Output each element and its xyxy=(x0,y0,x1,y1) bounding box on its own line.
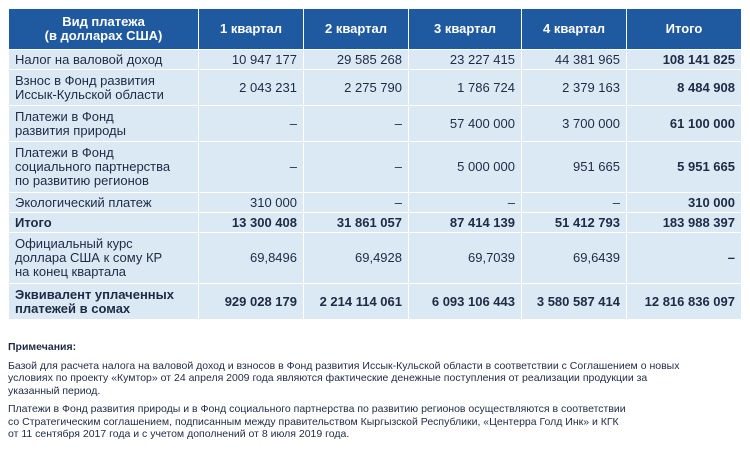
cell-q4: 44 381 965 xyxy=(522,50,627,70)
note-line: Базой для расчета налога на валовой доход и взносов в Фонд развития Иссык-Кульской области в соответствии с Соглашением о новых xyxy=(8,359,680,372)
row-label-line: Платежи в Фонд xyxy=(15,145,114,160)
header-q2: 2 квартал xyxy=(304,9,409,50)
cell-q3: 23 227 415 xyxy=(409,50,522,70)
row-label-line: Экологический платеж xyxy=(15,194,152,210)
cell-q1: 2 043 231 xyxy=(199,70,304,106)
table-body xyxy=(9,50,742,320)
cell-total: 12 816 836 097 xyxy=(627,284,742,320)
cell-q1: – xyxy=(199,142,304,193)
row-label-line: доллара США к сому КР xyxy=(15,250,163,265)
table-row-equivalent xyxy=(9,284,742,320)
cell-total: 183 988 397 xyxy=(627,213,742,233)
cell-q1: 10 947 177 xyxy=(199,50,304,70)
header-q1: 1 квартал xyxy=(199,9,304,50)
note-line: Платежи в Фонд развития природы и в Фонд социального партнерства по развитию регионов осуществляются в соответствии xyxy=(8,403,626,415)
table-row xyxy=(9,142,742,193)
cell-q1: 310 000 xyxy=(199,193,304,213)
row-label xyxy=(9,213,199,233)
row-label xyxy=(9,284,199,320)
notes xyxy=(8,341,743,447)
row-label-line: по развитию регионов xyxy=(15,173,149,188)
cell-q3: 57 400 000 xyxy=(409,106,522,142)
payments-table xyxy=(8,8,742,320)
cell-q4: 2 379 163 xyxy=(522,70,627,106)
row-label-line: Взнос в Фонд развития xyxy=(15,72,155,88)
cell-q3: 1 786 724 xyxy=(409,70,522,106)
cell-q3: 69,7039 xyxy=(409,233,522,284)
row-label-line: социального партнерства xyxy=(15,159,171,174)
table-row xyxy=(9,193,742,213)
row-label-line: развития природы xyxy=(15,122,126,138)
table-row-total xyxy=(9,213,742,233)
note-paragraph xyxy=(8,360,743,398)
cell-q2: – xyxy=(304,142,409,193)
row-label-line: Иссык-Кульской области xyxy=(15,86,164,102)
cell-total: 5 951 665 xyxy=(627,142,742,193)
cell-q1: 929 028 179 xyxy=(199,284,304,320)
cell-total: 108 141 825 xyxy=(627,50,742,70)
cell-total: 61 100 000 xyxy=(627,106,742,142)
note-line: указанный период. xyxy=(8,384,101,397)
row-label-line: Эквивалент уплаченных xyxy=(15,286,174,302)
row-label xyxy=(9,106,199,142)
cell-q3: 5 000 000 xyxy=(409,142,522,193)
row-label-line: Итого xyxy=(15,214,52,230)
cell-q2: – xyxy=(304,193,409,213)
table-row xyxy=(9,233,742,284)
cell-q1: 69,8496 xyxy=(199,233,304,284)
table-row xyxy=(9,106,742,142)
note-line: условиях по проекту «Кумтор» от 24 апреля 2009 года являются фактические денежные поступления от реализации продукции за xyxy=(8,372,648,384)
header-q3: 3 квартал xyxy=(409,9,522,50)
table-header xyxy=(9,9,742,50)
row-label xyxy=(9,193,199,213)
row-label-line: Налог на валовой доход xyxy=(15,51,163,67)
cell-q2: 2 275 790 xyxy=(304,70,409,106)
row-label-line: на конец квартала xyxy=(15,264,127,279)
cell-total: 310 000 xyxy=(627,193,742,213)
cell-q2: – xyxy=(304,106,409,142)
row-label-line: Платежи в Фонд xyxy=(15,108,114,124)
cell-total: 8 484 908 xyxy=(627,70,742,106)
header-q4: 4 квартал xyxy=(522,9,627,50)
cell-q2: 29 585 268 xyxy=(304,50,409,70)
header-payment-type xyxy=(9,9,199,50)
cell-q4: 951 665 xyxy=(522,142,627,193)
cell-q4: 3 700 000 xyxy=(522,106,627,142)
header-payment-type-line2: (в долларах США) xyxy=(44,28,163,43)
cell-q1: – xyxy=(199,106,304,142)
cell-q2: 2 214 114 061 xyxy=(304,284,409,320)
header-payment-type-line1: Вид платежа xyxy=(62,14,145,29)
row-label xyxy=(9,50,199,70)
note-line: от 11 сентября 2017 года и с учетом дополнений от 8 июля 2019 года. xyxy=(8,428,350,440)
cell-q2: 31 861 057 xyxy=(304,213,409,233)
note-paragraph xyxy=(8,403,743,441)
table-row xyxy=(9,50,742,70)
row-label xyxy=(9,233,199,284)
table-row xyxy=(9,70,742,106)
cell-total: – xyxy=(627,233,742,284)
cell-q3: 6 093 106 443 xyxy=(409,284,522,320)
cell-q4: 69,6439 xyxy=(522,233,627,284)
row-label-line: Официальный курс xyxy=(15,236,133,251)
cell-q4: 3 580 587 414 xyxy=(522,284,627,320)
cell-q3: 87 414 139 xyxy=(409,213,522,233)
cell-q4: 51 412 793 xyxy=(522,213,627,233)
header-total: Итого xyxy=(627,9,742,50)
notes-title: Примечания: xyxy=(8,341,77,353)
cell-q2: 69,4928 xyxy=(304,233,409,284)
cell-q1: 13 300 408 xyxy=(199,213,304,233)
cell-q4: – xyxy=(522,193,627,213)
cell-q3: – xyxy=(409,193,522,213)
note-line: со Стратегическим соглашением, подписанным между правительством Кыргызской Республики, «Центерра Голд Инк» и КГК xyxy=(8,415,619,428)
row-label xyxy=(9,142,199,193)
row-label xyxy=(9,70,199,106)
row-label-line: платежей в сомах xyxy=(15,300,131,316)
